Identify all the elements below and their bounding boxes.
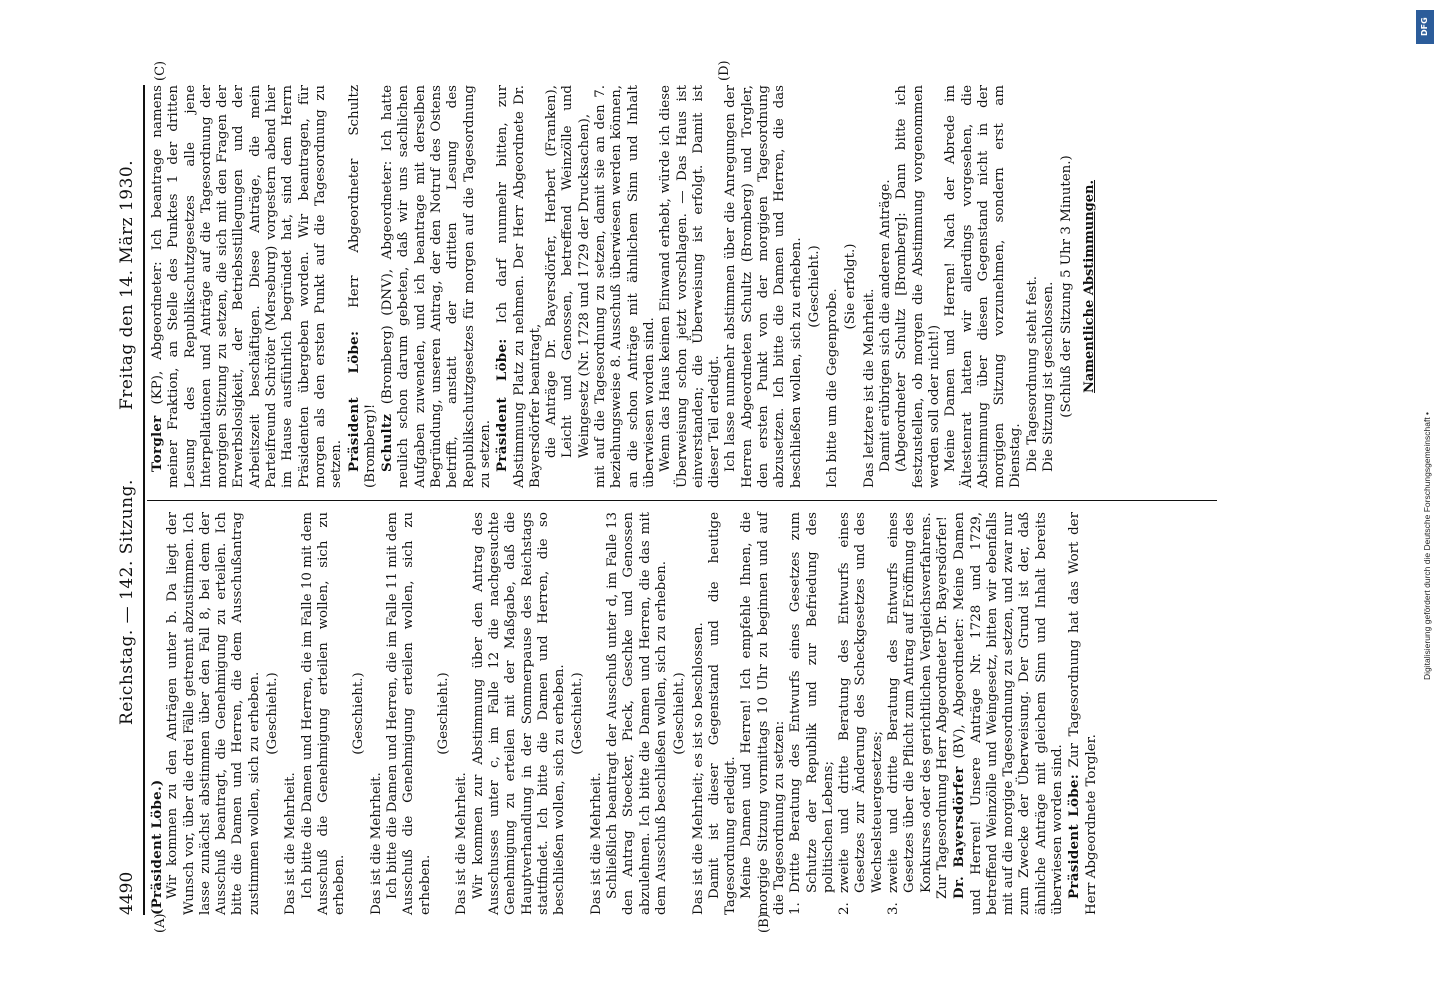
speaker-name: Präsident Löbe: — [345, 330, 362, 472]
stage-note: (Geschieht.) — [672, 672, 688, 755]
interjection: (Abgeordneter Schultz [Bromberg]: Dann bitte ich festzustellen, ob morgen die Abstimmung vorgenommen werden soll oder nicht!) — [894, 85, 942, 488]
speech — [494, 85, 544, 488]
agenda-number: 2. — [837, 902, 853, 915]
paragraph: Ich bitte die Damen und Herren, die im Falle 10 mit dem Ausschuß die Genehmigung erteilen wollen, sich zu erheben. — [299, 512, 348, 915]
margin-marker-d: (D) — [717, 60, 732, 81]
agenda-text: Dritte Beratung des Entwurfs eines Gesetzes zum Schutze der Republik und zur Befriedung des politischen Lebens; — [788, 512, 836, 893]
speaker-name: Schultz — [379, 413, 396, 472]
agenda-number: 1. — [788, 902, 804, 915]
margin-marker-b: (B) — [757, 913, 772, 933]
stage-note: (Geschieht.) — [806, 245, 822, 328]
paragraph: Das letztere ist die Mehrheit. — [861, 288, 877, 488]
margin-marker-c: (C) — [153, 60, 168, 81]
paragraph: Zur Tagesordnung Herr Abgeordneter Dr. Bayersdörfer! — [934, 516, 950, 899]
speech-text: Herr Abgeordneter Schultz (Bromberg)! — [346, 85, 378, 488]
agenda-item — [788, 512, 837, 915]
header-rule — [143, 85, 145, 915]
speaker-name: Präsident Löbe: — [1066, 774, 1083, 899]
speech-text: Zur Tagesordnung hat das Wort der Herr Abgeordnete Torgler. — [1067, 512, 1099, 915]
paragraph: Wir kommen zur Abstimmung über den Antrag des Ausschusses unter c, im Falle 12 die nachgesuchte Genehmigung zu erteilen mit der Maßgabe, daß die Hauptverhandlung in der Sommerpause des Reichstags stattfindet. Ich bitte die Damen und Herren, die so beschließen wollen, sich zu erheben. — [470, 512, 568, 915]
stage-note: (Sie erfolgt.) — [843, 243, 859, 330]
paragraph: Meine Damen und Herren! Ich empfehle Ihnen, die morgige Sitzung vormittags 10 Uhr zu beginnen und auf die Tagesordnung zu setzen: — [739, 512, 787, 915]
paragraph: Ich lasse nunmehr abstimmen über die Anregungen der Herren Abgeordneten Schultz (Bromberg) und Torgler, den ersten Punkt von der morgigen Tagesordnung abzusetzen. Ich bitte die Damen und Herren, die das beschließen wollen, sich zu erheben. — [723, 85, 804, 488]
speech-text: (KP), Abgeordneter: Ich beantrage namens meiner Fraktion, an Stelle des Punktes 1 der dritten Lesung des Republikschutzgesetzes alle jene Interpellationen und Anträge auf die Tagesordnung der morgigen Sitzung zu setzen, die sich mit den Fragen der Erwerbslosigkeit, der Betriebsstillegungen und der Arbeitszeit beschäftigen. Diese Anträge, die mein Parteifreund Schröter (Merseburg) vorgestern abend hier im Hause ausführlich begründet hat, sind dem Herrn Präsidenten übergeben worden. Wir beantragen, für morgen als den ersten Punkt auf die Tagesordnung zu setzen. — [150, 85, 345, 488]
paragraph: Ich bitte um die Gegenprobe. — [825, 288, 841, 488]
speech — [1066, 512, 1100, 915]
speech — [379, 85, 494, 488]
paragraph: Die Tagesordnung steht fest. — [1024, 275, 1040, 472]
speech — [149, 85, 346, 488]
paragraph: Das ist die Mehrheit. — [368, 772, 384, 915]
column-divider — [147, 500, 1217, 501]
paragraph: Das ist die Mehrheit. — [283, 772, 299, 915]
speech — [346, 85, 380, 488]
paragraph: Die Sitzung ist geschlossen. — [1041, 281, 1057, 472]
stage-note: (Geschieht.) — [570, 672, 586, 755]
speaker-name: Dr. Bayersdörfer — [951, 766, 968, 899]
paragraph: Das ist die Mehrheit. — [588, 772, 604, 915]
agenda-text: zweite und dritte Beratung des Entwurfs eines Gesetzes über die Pflicht zum Antrag auf Eröffnung des Konkurses oder des gerichtlichen Vergleichsverfahrens. — [886, 512, 934, 893]
header-date: Freitag den 14. März 1930. — [117, 159, 137, 410]
dfg-logo: DFG — [1416, 10, 1434, 44]
stage-note: (Geschieht.) — [265, 672, 281, 755]
speech-text: (BV), Abgeordneter: Meine Damen und Herren! Unsere Anträge Nr. 1728 und 1729, betreffend Weinzölle und Weingesetz, bitten wir ebenfalls mit auf die morgige Tagesordnung zu setzen, und zwar nur zum Zwecke der Überweisung. Der Grund ist der, daß ähnliche Anträge mit gleichem Sinn und Inhalt bereits überwiesen worden sind. — [952, 512, 1066, 915]
agenda-number: 3. — [886, 902, 902, 915]
speech — [951, 512, 1066, 915]
margin-marker-a: (A) — [153, 913, 168, 933]
paragraph: Ich bitte die Damen und Herren, die im Falle 11 mit dem Ausschuß die Genehmigung erteilen wollen, sich zu erheben. — [385, 512, 433, 915]
section-heading: Namentliche Abstimmungen. — [1081, 179, 1097, 394]
agenda-item — [837, 512, 886, 915]
stage-note: (Geschieht.) — [436, 672, 452, 755]
speech-text: (Bromberg) (DNV), Abgeordneter: Ich hatte neulich schon darum gebeten, daß wir uns sachlichen Aufgaben zuwenden, und ich beantrage mit derselben Begründung, unseren Antrag, der den Notruf des Ostens betrifft, anstatt der dritten Lesung des Republikschutzgesetzes für morgen auf die Tagesordnung zu setzen. — [380, 85, 493, 488]
funding-note: Digitalisierung gefördert durch die Deutsche Forschungsgemeinschaft • — [1422, 411, 1432, 680]
page-header — [117, 85, 139, 915]
paragraph: Schließlich beantragt der Ausschuß unter d, im Falle 13 den Antrag Stoecker, Pieck, Geschke und Genossen abzulehnen. Ich bitte die Damen und Herren, die das mit dem Ausschuß beschließen wollen, sich zu erheben. — [605, 512, 669, 915]
agenda-item — [886, 512, 935, 915]
speaker-name: Präsident Löbe: — [494, 338, 511, 472]
quoted-motion: die Anträge Dr. Bayersdörfer, Herbert (Franken), Leicht und Genossen, betreffend Weinzölle und Weingesetz (Nr. 1728 und 1729 der Drucksachen), — [544, 85, 592, 458]
paragraph: Wir kommen zu den Anträgen unter b. Da liegt der Wunsch vor, über die drei Fälle getrennt abzustimmen. Ich lasse zunächst abstimmen über den Fall 8, bei dem der Ausschuß beantragt, die Genehmigung zu erteilen. Ich bitte die Damen und Herren, die dem Ausschußantrag zustimmen wollen, sich zu erheben. — [165, 512, 262, 915]
paragraph: Damit ist dieser Gegenstand und die heutige Tagesordnung erledigt. — [706, 512, 739, 915]
paragraph: Meine Damen und Herren! Nach der Abrede im Ältestenrat hatten wir allerdings vorgesehen, die Abstimmung über diesen Gegenstand nicht in der morgigen Sitzung vorzunehmen, sondern erst am Dienstag. — [943, 85, 1024, 488]
stage-note: (Geschieht.) — [350, 672, 366, 755]
document-page — [117, 60, 1317, 933]
page-number: 4490 — [117, 871, 137, 915]
paragraph: Das ist die Mehrheit; es ist so beschlossen. — [690, 622, 706, 915]
paragraph: Wenn das Haus keinen Einwand erhebt, würde ich diese Überweisung schon jetzt vorschlagen. — Das Haus ist einverstanden; die Überweisung ist erfolgt. Damit ist dieser Teil erledigt. — [658, 85, 723, 488]
speech-text: Ich darf nunmehr bitten, zur Abstimmung Platz zu nehmen. Der Herr Abgeordnete Dr. Bayersdörfer beantragt, — [495, 85, 543, 488]
paragraph: Das ist die Mehrheit. — [454, 772, 470, 915]
stage-note: (Schluß der Sitzung 5 Uhr 3 Minuten.) — [1059, 155, 1075, 418]
paragraph: Damit erübrigen sich die anderen Anträge. — [878, 179, 894, 472]
speaker-name: Torgler — [149, 415, 165, 472]
speaker-label: (Präsident Löbe.) — [149, 779, 165, 915]
agenda-text: zweite und dritte Beratung des Entwurfs eines Gesetzes zur Änderung des Scheckgesetzes und des Wechselsteuergesetzes; — [837, 512, 885, 893]
paragraph: mit auf die Tagesordnung zu setzen, damit sie an den 7. beziehungsweise 8. Ausschuß überwiesen werden können, an die schon Anträge mit ähnlichem Sinn und Inhalt überwiesen worden sind. — [593, 85, 657, 488]
header-title: Reichstag. — 142. Sitzung. — [117, 479, 137, 725]
right-column — [149, 85, 1098, 488]
left-column — [149, 512, 1100, 915]
